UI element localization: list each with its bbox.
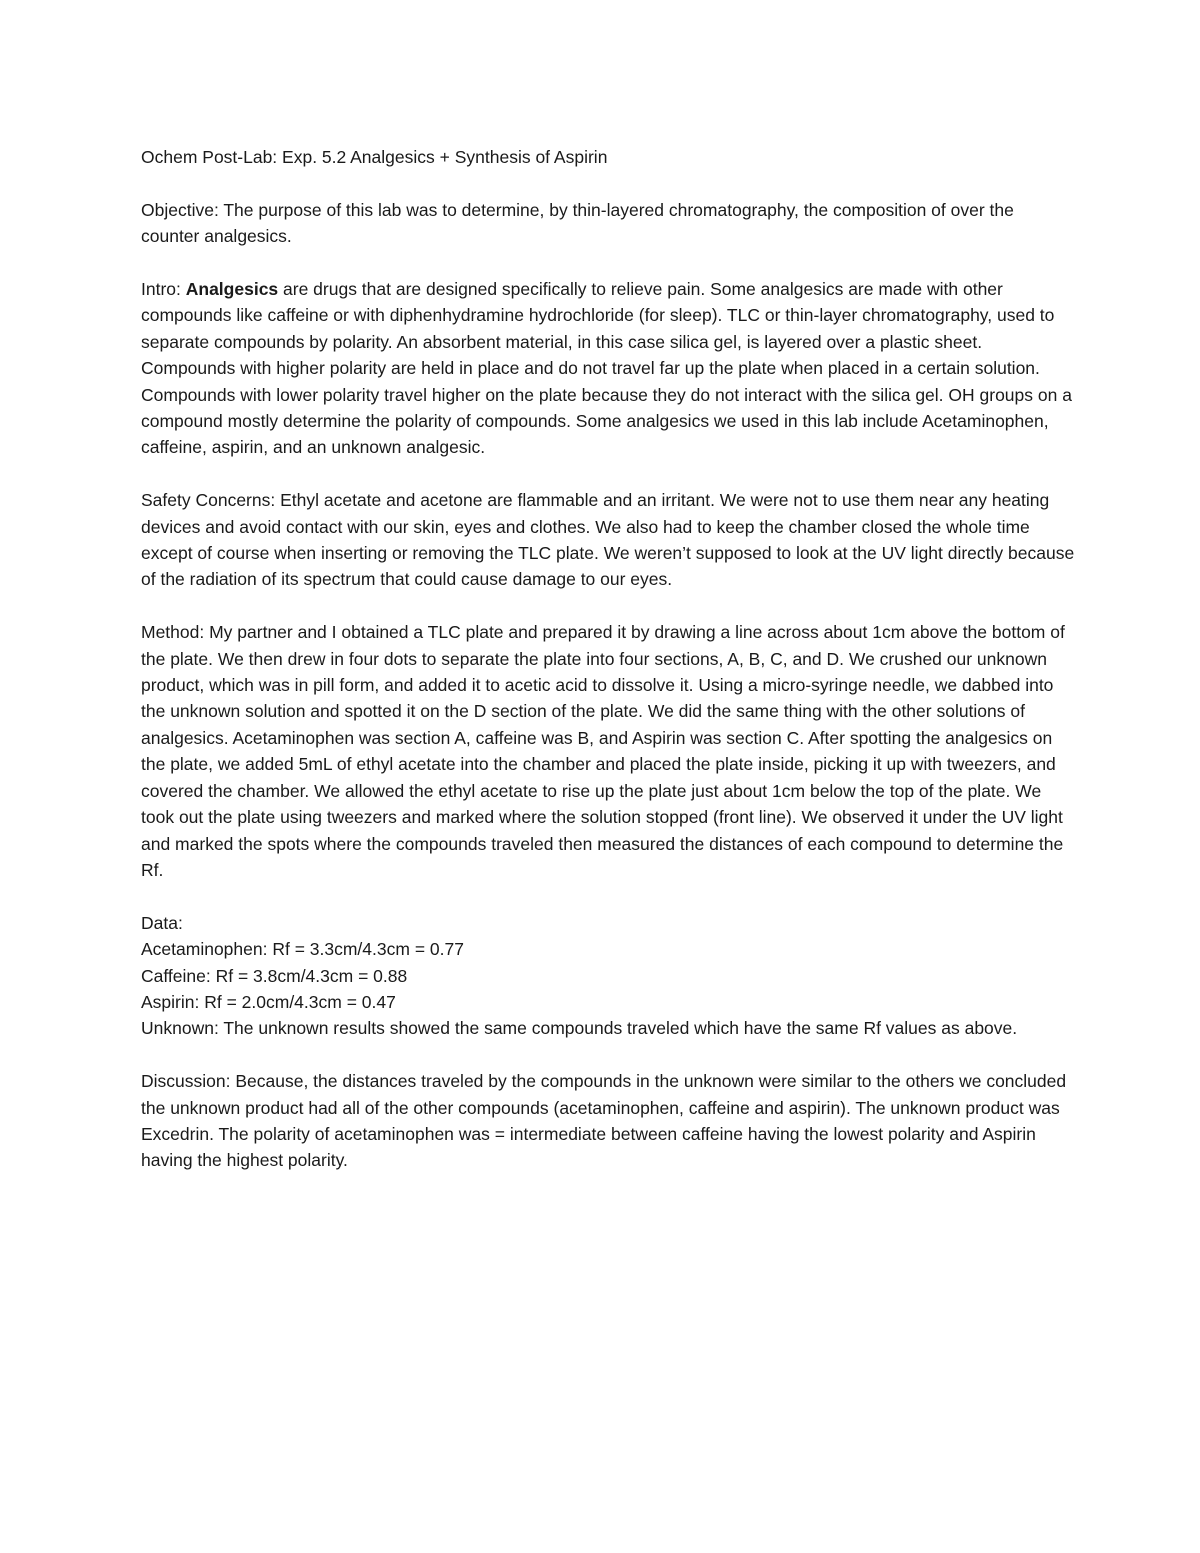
intro-text: are drugs that are designed specifically to relieve pain. Some analgesics are made with other compounds like caffeine or with diphenhydramine hydrochloride (for sleep). TLC or thin-layer chromatography, used to separate compounds by polarity. An absorbent material, in this case silica gel, is layered over a plastic sheet. Compounds with higher polarity are held in place and do not travel far up the plate when placed in a certain solution. Compounds with lower polarity travel higher on the plate because they do not interact with the silica gel. OH groups on a compound mostly determine the polarity of compounds. Some analgesics we used in this lab include Acetaminophen, caffeine, aspirin, and an unknown analgesic. — [141, 279, 1072, 458]
discussion-text: Because, the distances traveled by the compounds in the unknown were similar to the others we concluded the unknown product had all of the other compounds (acetaminophen, caffeine and aspirin). The unknown product was Excedrin. The polarity of acetaminophen was = intermediate between caffeine having the lowest polarity and Aspirin having the highest polarity. — [141, 1071, 1067, 1171]
objective-label: Objective: — [141, 199, 219, 220]
safety-label: Safety Concerns: — [141, 490, 276, 511]
data-section — [141, 910, 1076, 1042]
data-acetaminophen: Acetaminophen: Rf = 3.3cm/4.3cm = 0.77 — [141, 939, 464, 960]
discussion-label: Discussion: — [141, 1071, 231, 1092]
method-paragraph — [141, 619, 1076, 883]
method-text: My partner and I obtained a TLC plate and prepared it by drawing a line across about 1cm above the bottom of the plate. We then drew in four dots to separate the plate into four sections, A, B, C, and D. We crushed our unknown product, which was in pill form, and added it to acetic acid to dissolve it. Using a micro-syringe needle, we dabbed into the unknown solution and spotted it on the D section of the plate. We did the same thing with the other solutions of analgesics. Acetaminophen was section A, caffeine was B, and Aspirin was section C. After spotting the analgesics on the plate, we added 5mL of ethyl acetate into the chamber and placed the plate inside, picking it up with tweezers, and covered the chamber. We allowed the ethyl acetate to rise up the plate just about 1cm below the top of the plate. We took out the plate using tweezers and marked where the solution stopped (front line). We observed it under the UV light and marked the spots where the compounds traveled then measured the distances of each compound to determine the Rf. — [141, 622, 1065, 880]
data-unknown: Unknown: The unknown results showed the same compounds traveled which have the same Rf values as above. — [141, 1018, 1018, 1039]
intro-paragraph — [141, 276, 1076, 461]
document-page — [141, 144, 1076, 1200]
data-caffeine: Caffeine: Rf = 3.8cm/4.3cm = 0.88 — [141, 965, 408, 986]
data-aspirin: Aspirin: Rf = 2.0cm/4.3cm = 0.47 — [141, 991, 396, 1012]
safety-text: Ethyl acetate and acetone are flammable and an irritant. We were not to use them near any heating devices and avoid contact with our skin, eyes and clothes. We also had to keep the chamber closed the whole time except of course when inserting or removing the TLC plate. We weren’t supposed to look at the UV light directly because of the radiation of its spectrum that could cause damage to our eyes. — [141, 490, 1075, 590]
intro-label: Intro: — [141, 279, 186, 299]
objective-text: The purpose of this lab was to determine, by thin-layered chromatography, the composition of over the counter analgesics. — [141, 199, 1014, 247]
objective-paragraph — [141, 197, 1076, 250]
method-label: Method: — [141, 622, 205, 643]
intro-term: Analgesics — [185, 279, 279, 299]
discussion-paragraph — [141, 1068, 1076, 1174]
data-label: Data: — [141, 912, 183, 933]
document-title: Ochem Post-Lab: Exp. 5.2 Analgesics + Synthesis of Aspirin — [141, 147, 608, 167]
safety-paragraph — [141, 487, 1076, 593]
